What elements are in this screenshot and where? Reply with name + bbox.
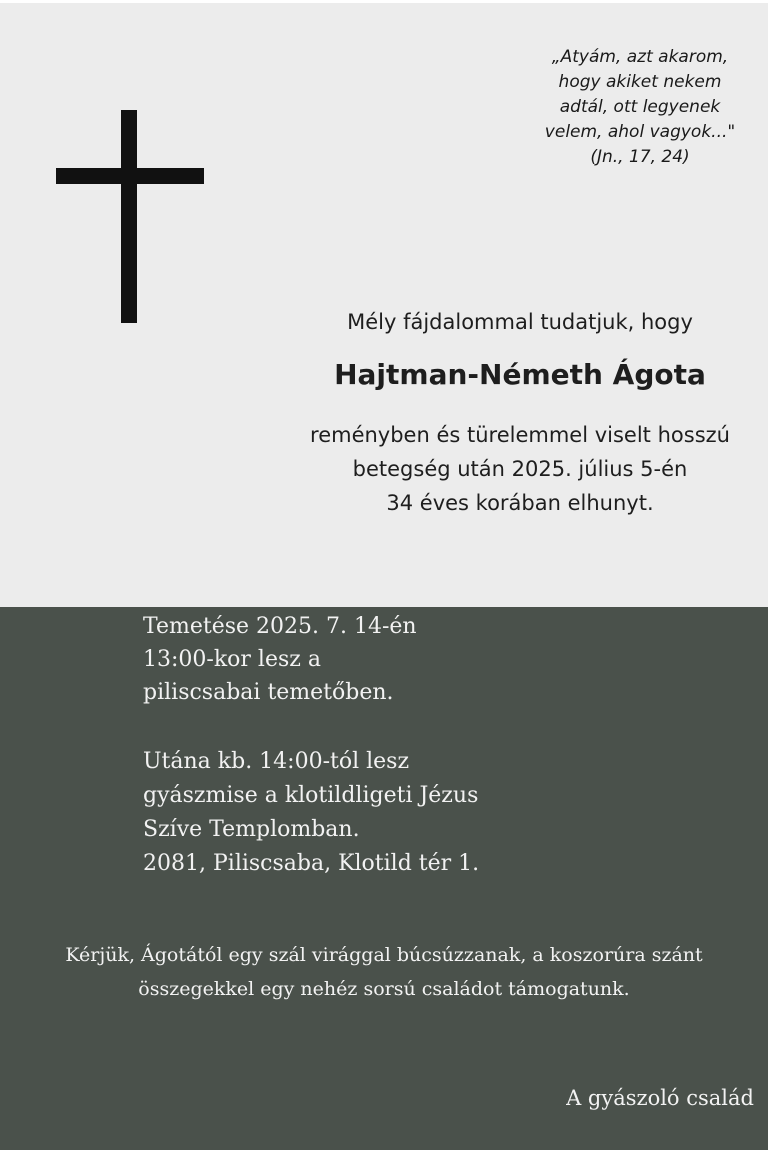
announcement-intro: Mély fájdalommal tudatjuk, hogy bbox=[347, 310, 693, 334]
funeral-details bbox=[143, 610, 417, 709]
announcement-line: reményben és türelemmel viselt hosszú bbox=[310, 423, 730, 447]
quote-line: adtál, ott legyenek bbox=[559, 97, 721, 117]
mass-line: Utána kb. 14:00-tól lesz bbox=[143, 749, 410, 774]
announcement-text bbox=[270, 418, 768, 520]
bible-quote bbox=[520, 45, 760, 170]
quote-line: „Atyám, azt akarom, bbox=[551, 47, 729, 67]
funeral-line: piliscsabai temetőben. bbox=[143, 680, 394, 705]
quote-reference: (Jn., 17, 24) bbox=[590, 147, 690, 167]
signature: A gyászoló család bbox=[566, 1086, 754, 1110]
request-line: összegekkel egy nehéz sorsú családot támogatunk. bbox=[138, 978, 630, 1000]
mass-line: Szíve Templomban. bbox=[143, 817, 360, 842]
cross-vertical-bar bbox=[121, 110, 137, 323]
funeral-line: Temetése 2025. 7. 14-én bbox=[143, 614, 417, 639]
funeral-line: 13:00-kor lesz a bbox=[143, 647, 321, 672]
flower-request bbox=[0, 938, 768, 1006]
quote-line: velem, ahol vagyok..." bbox=[544, 122, 736, 142]
request-line: Kérjük, Ágotától egy szál virággal búcsúzzanak, a koszorúra szánt bbox=[65, 944, 703, 966]
quote-line: hogy akiket nekem bbox=[558, 72, 722, 92]
mass-line: gyászmise a klotildligeti Jézus bbox=[143, 783, 479, 808]
announcement-line: 34 éves korában elhunyt. bbox=[386, 491, 654, 515]
cross-horizontal-bar bbox=[56, 168, 204, 184]
deceased-name: Hajtman-Németh Ágota bbox=[334, 358, 706, 391]
mass-details bbox=[143, 745, 479, 881]
announcement-line: betegség után 2025. július 5-én bbox=[352, 457, 688, 481]
mass-address: 2081, Piliscsaba, Klotild tér 1. bbox=[143, 851, 480, 876]
